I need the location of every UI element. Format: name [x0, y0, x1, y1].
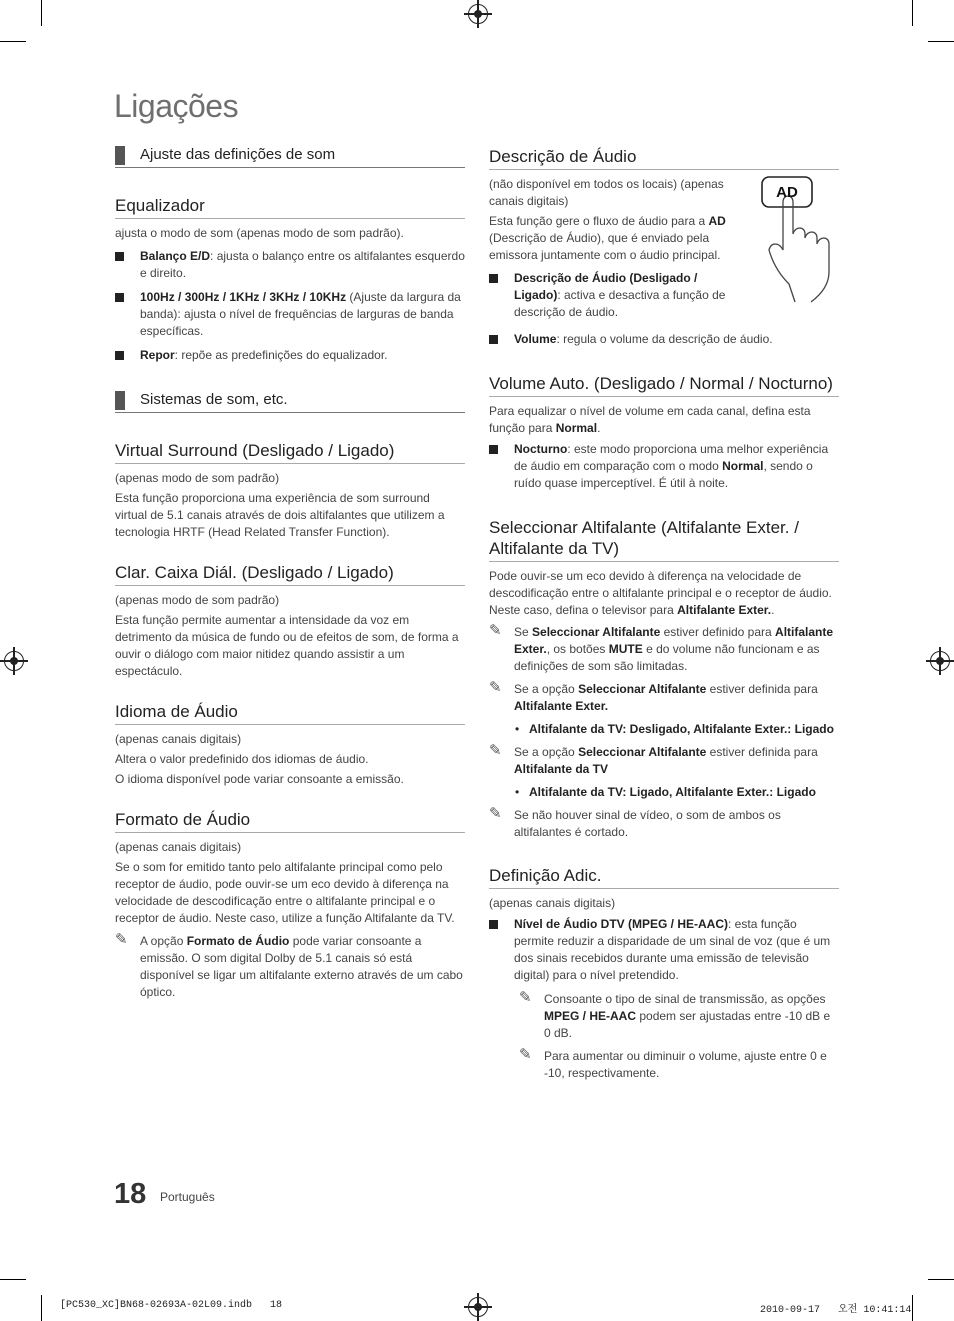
paragraph: (apenas modo de som padrão): [115, 471, 280, 485]
remote-ad-button-illustration: [755, 172, 845, 304]
paragraph: Esta função permite aumentar a intensidade da voz em detrimento da música de fundo ou de efeitos de som, de forma a ouvir o diálogo com maior nitidez quando assistir a um espectáculo.: [115, 613, 459, 678]
section-heading-volume-auto: Volume Auto. (Desligado / Normal / Nocturno): [489, 373, 839, 397]
page-title: Ligações: [114, 88, 239, 124]
paragraph: (apenas canais digitais): [115, 840, 242, 854]
section-heading-virtual-surround: Virtual Surround (Desligado / Ligado): [115, 440, 465, 464]
ad-button-label: AD: [776, 184, 798, 201]
section-heading-idioma-de-audio: Idioma de Áudio: [115, 701, 465, 725]
print-footer-date: 2010-09-17 오전 10:41:14: [760, 1305, 912, 1316]
pencil-note-icon: ✎: [489, 679, 502, 696]
paragraph: Esta função gere o fluxo de áudio para a AD (Descrição de Áudio), que é enviado pela emissora juntamente com o áudio principal.: [489, 214, 726, 262]
section-heading-seleccionar-altifalante: Seleccionar Altifalante (Altifalante Exter. / Altifalante da TV): [489, 517, 839, 562]
paragraph: O idioma disponível pode variar consoante a emissão.: [115, 772, 404, 786]
paragraph: (apenas canais digitais): [115, 732, 242, 746]
pencil-note-icon: ✎: [489, 622, 502, 639]
registration-mark-icon: [468, 1297, 488, 1317]
crop-mark: [0, 41, 26, 42]
paragraph: (não disponível em todos os locais) (apenas canais digitais): [489, 177, 724, 208]
dot-item: • Altifalante da TV: Ligado, Altifalante Exter.: Ligado: [489, 784, 839, 801]
paragraph: Se o som for emitido tanto pelo altifalante principal como pelo receptor de áudio, pode ouvir-se um eco devido à diferença na velocidade de descodificação entre o altifalante principal e o receptor de áudio. Neste caso, utilize a função Altifalante da TV.: [115, 860, 455, 925]
bullet-item: Repor: repõe as predefinições do equalizador.: [115, 347, 465, 364]
registration-mark-icon: [4, 651, 24, 671]
note-item: ✎ Para aumentar ou diminuir o volume, ajuste entre 0 e -10, respectivamente.: [519, 1046, 827, 1080]
section-heading-descricao-de-audio: Descrição de Áudio: [489, 146, 839, 170]
crop-mark: [928, 1279, 954, 1280]
pencil-note-icon: ✎: [489, 805, 502, 822]
bullet-item: Volume: regula o volume da descrição de áudio.: [489, 331, 839, 348]
registration-mark-icon: [468, 4, 488, 24]
dot-item: • Altifalante da TV: Desligado, Altifalante Exter.: Ligado: [489, 721, 839, 738]
crop-mark: [41, 0, 42, 26]
crop-mark: [912, 1295, 913, 1321]
crop-mark: [41, 1295, 42, 1321]
hand-pressing-button-icon: [755, 172, 845, 304]
note-item: ✎ Se a opção Seleccionar Altifalante estiver definida para Altifalante da TV: [489, 742, 818, 776]
bullet-item: Descrição de Áudio (Desligado / Ligado): activa e desactiva a função de descrição de áudio.: [489, 270, 739, 321]
crop-mark: [928, 41, 954, 42]
paragraph: Altera o valor predefinido dos idiomas de áudio.: [115, 752, 369, 766]
bullet-item: Balanço E/D: ajusta o balanço entre os altifalantes esquerdo e direito.: [115, 248, 465, 282]
left-column: [115, 146, 465, 1007]
bullet-item: Nocturno: este modo proporciona uma melhor experiência de áudio em comparação com o modo Normal, sendo o ruído quase imperceptível. É útil à noite.: [489, 441, 839, 492]
paragraph: Pode ouvir-se um eco devido à diferença na velocidade de descodificação entre o altifalante principal e o receptor de áudio. Neste caso, defina o televisor para Altifalante Exter..: [489, 569, 832, 617]
note-item: ✎ Se a opção Seleccionar Altifalante estiver definida para Altifalante Exter.: [489, 679, 818, 713]
paragraph: Esta função proporciona uma experiência de som surround virtual de 5.1 canais através de dois altifalantes que utilizem a tecnologia HRTF (Head Related Transfer Function).: [115, 491, 445, 539]
paragraph: Para equalizar o nível de volume em cada canal, defina esta função para Normal.: [489, 404, 811, 435]
note-item: ✎ A opção Formato de Áudio pode variar consoante a emissão. O som digital Dolby de 5.1 canais só está disponível se ligar um altifalante externo através de um cabo óptico.: [115, 931, 463, 999]
crop-mark: [0, 1279, 26, 1280]
subsection-heading: Ajuste das definições de som: [115, 146, 465, 168]
section-heading-clar-caixa-dial: Clar. Caixa Diál. (Desligado / Ligado): [115, 562, 465, 586]
bullet-item: Nível de Áudio DTV (MPEG / HE-AAC): esta função permite reduzir a disparidade de um sinal de voz (que é um dos sinais recebidos durante uma emissão de televisão digital) para o nível pretendido.: [489, 916, 839, 984]
section-heading-definicao-adic: Definição Adic.: [489, 865, 839, 889]
print-footer-file: [PC530_XC]BN68-02693A-02L09.indb 18: [60, 1300, 283, 1311]
section-heading-formato-de-audio: Formato de Áudio: [115, 809, 465, 833]
note-item: ✎ Se não houver sinal de vídeo, o som de ambos os altifalantes é cortado.: [489, 805, 781, 839]
pencil-note-icon: ✎: [519, 989, 532, 1006]
note-item: ✎ Se Seleccionar Altifalante estiver definido para Altifalante Exter., os botões MUTE e do volume não funcionam e as definições de som são limitadas.: [489, 622, 834, 673]
subsection-heading: Sistemas de som, etc.: [115, 391, 465, 413]
paragraph: (apenas modo de som padrão): [115, 593, 280, 607]
bullet-item: 100Hz / 300Hz / 1KHz / 3KHz / 10KHz (Ajuste da largura da banda): ajusta o nível de frequências de larguras de banda específicas.: [115, 289, 465, 340]
pencil-note-icon: ✎: [519, 1046, 532, 1063]
section-heading-equalizador: Equalizador: [115, 195, 465, 219]
pencil-note-icon: ✎: [115, 931, 128, 948]
registration-mark-icon: [930, 651, 950, 671]
note-item: ✎ Consoante o tipo de sinal de transmissão, as opções MPEG / HE-AAC podem ser ajustadas entre -10 dB e 0 dB.: [519, 989, 831, 1040]
crop-mark: [912, 0, 913, 26]
page-language: Português: [160, 1190, 215, 1204]
page-number: 18: [114, 1178, 147, 1210]
paragraph: (apenas canais digitais): [489, 896, 616, 910]
paragraph: ajusta o modo de som (apenas modo de som padrão).: [115, 226, 404, 240]
pencil-note-icon: ✎: [489, 742, 502, 759]
